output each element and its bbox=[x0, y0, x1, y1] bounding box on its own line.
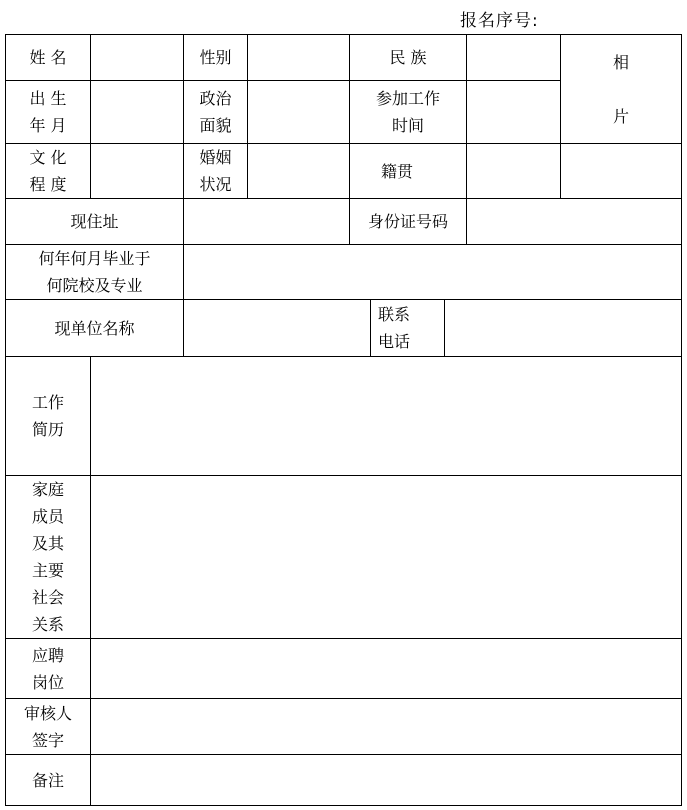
marital-field[interactable] bbox=[248, 144, 349, 198]
address-label: 现住址 bbox=[70, 212, 119, 231]
graduation-field[interactable] bbox=[184, 245, 681, 299]
contact-field[interactable] bbox=[445, 300, 681, 356]
work-history-label: 工作 简历 bbox=[31, 393, 64, 439]
graduation-label: 何年何月毕业于 何院校及专业 bbox=[38, 249, 151, 295]
name-field[interactable] bbox=[91, 35, 183, 80]
gender-field[interactable] bbox=[248, 35, 349, 80]
birth-field[interactable] bbox=[91, 81, 183, 143]
family-label: 家庭 成员 及其 主要 社会 关系 bbox=[31, 480, 64, 634]
contact-label: 联系 电话 bbox=[377, 305, 410, 351]
id-number-field[interactable] bbox=[467, 199, 681, 244]
serial-number-label: 报名序号: bbox=[460, 11, 539, 31]
name-label: 姓 名 bbox=[29, 48, 67, 67]
ethnicity-label: 民 族 bbox=[389, 48, 427, 67]
ethnicity-field[interactable] bbox=[467, 35, 560, 80]
gender-label: 性别 bbox=[199, 48, 232, 67]
grid-line bbox=[681, 34, 682, 806]
photo-area[interactable]: 相 片 bbox=[612, 52, 629, 126]
family-field[interactable] bbox=[91, 476, 681, 638]
remarks-label: 备注 bbox=[31, 770, 64, 790]
employer-label: 现单位名称 bbox=[54, 318, 135, 338]
birth-label: 出 生 年 月 bbox=[29, 89, 67, 135]
remarks-field[interactable] bbox=[91, 755, 681, 805]
employer-field[interactable] bbox=[184, 300, 370, 356]
reviewer-label: 审核人 签字 bbox=[23, 703, 72, 750]
grid-line bbox=[5, 805, 682, 806]
position-field[interactable] bbox=[91, 639, 681, 698]
work-start-field[interactable] bbox=[467, 81, 560, 143]
native-place-label: 籍贯 bbox=[380, 161, 413, 181]
work-history-field[interactable] bbox=[91, 357, 681, 475]
address-field[interactable] bbox=[184, 199, 349, 244]
id-number-label: 身份证号码 bbox=[367, 212, 448, 231]
education-field[interactable] bbox=[91, 144, 183, 198]
work-start-label: 参加工作 时间 bbox=[375, 89, 440, 135]
marital-label: 婚姻 状况 bbox=[199, 148, 232, 194]
education-label: 文 化 程 度 bbox=[29, 148, 67, 194]
political-field[interactable] bbox=[248, 81, 349, 143]
native-place-field[interactable] bbox=[467, 144, 681, 198]
position-label: 应聘 岗位 bbox=[31, 645, 64, 692]
reviewer-field[interactable] bbox=[91, 699, 681, 754]
political-label: 政治 面貌 bbox=[199, 89, 232, 135]
